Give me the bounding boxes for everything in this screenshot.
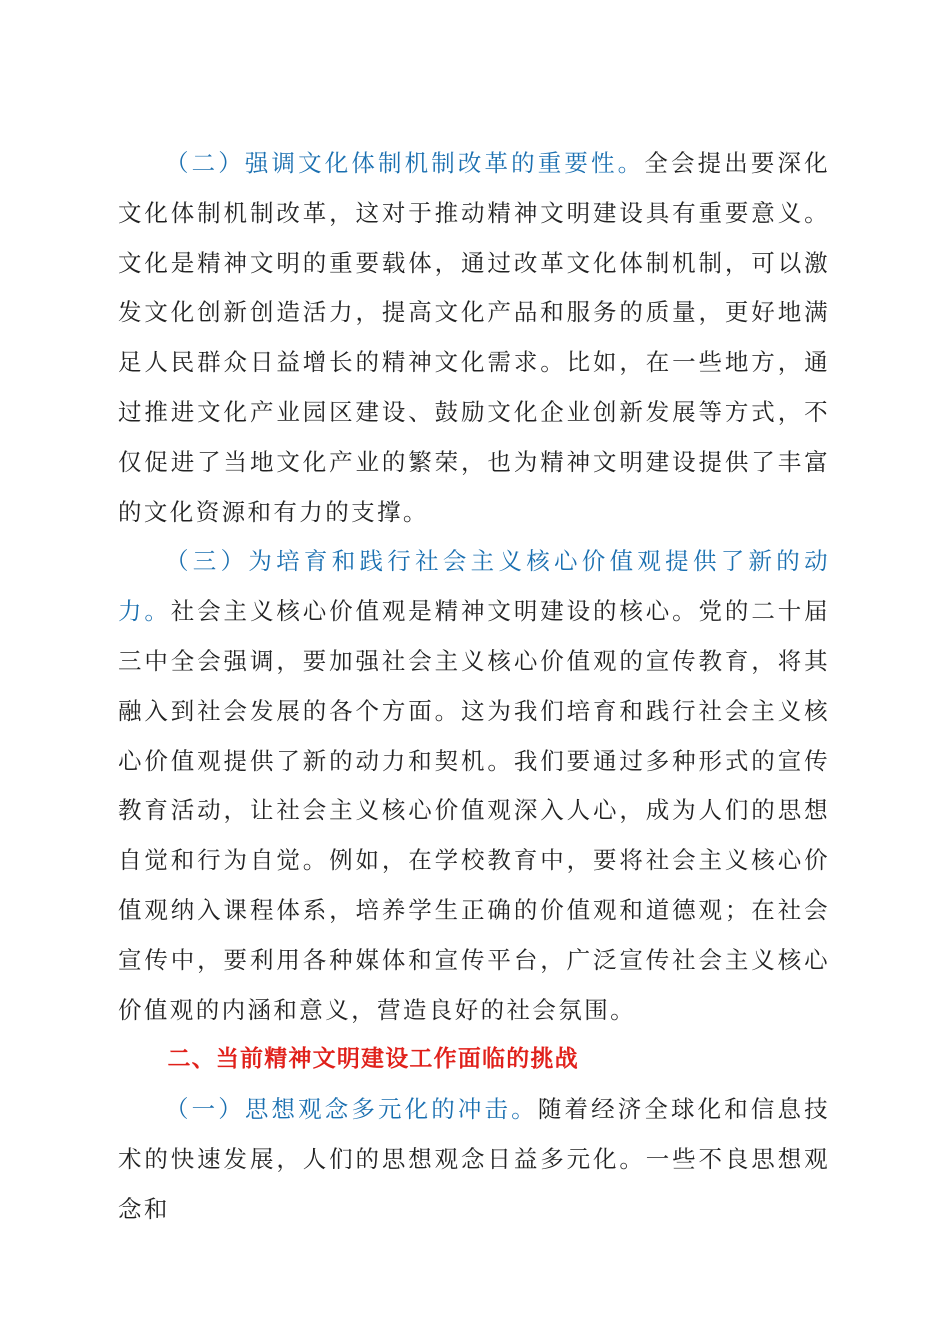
paragraph-diversified-ideas [118,1085,830,1234]
paragraph-text: 随着经济全球化和信息技术的快速发展，人们的思想观念日益多元化。一些不良思想观念和 [118,1095,830,1223]
section-heading-challenges: 二、当前精神文明建设工作面临的挑战 [167,1046,579,1073]
subheading-cultural-reform: （二）强调文化体制机制改革的重要性。 [165,149,645,177]
paragraph-cultural-reform [118,139,830,537]
paragraph-text: 全会提出要深化文化体制机制改革，这对于推动精神文明建设具有重要意义。文化是精神文明的重要载体，通过改革文化体制机制，可以激发文化创新创造活力，提高文化产品和服务的质量，更好地满足人民群众日益增长的精神文化需求。比如，在一些地方，通过推进文化产业园区建设、鼓励文化企业创新发展等方式，不仅促进了当地文化产业的繁荣，也为精神文明建设提供了丰富的文化资源和有力的支撑。 [118,149,830,526]
document-body [118,139,830,1235]
subheading-core-values: （三）为培育和践行社会主义核心价值观提供了新的动力。 [118,547,830,626]
subheading-diversified-ideas: （一）思想观念多元化的冲击。 [165,1095,538,1124]
paragraph-text: 社会主义核心价值观是精神文明建设的核心。党的二十届三中全会强调，要加强社会主义核心价值观的宣传教育，将其融入到社会发展的各个方面。这为我们培育和践行社会主义核心价值观提供了新的动力和契机。我们要通过多种形式的宣传教育活动，让社会主义核心价值观深入人心，成为人们的思想自觉和行为自觉。例如，在学校教育中，要将社会主义核心价值观纳入课程体系，培养学生正确的价值观和道德观；在社会宣传中，要利用各种媒体和宣传平台，广泛宣传社会主义核心价值观的内涵和意义，营造良好的社会氛围。 [118,597,830,1024]
paragraph-core-values [118,537,830,1035]
